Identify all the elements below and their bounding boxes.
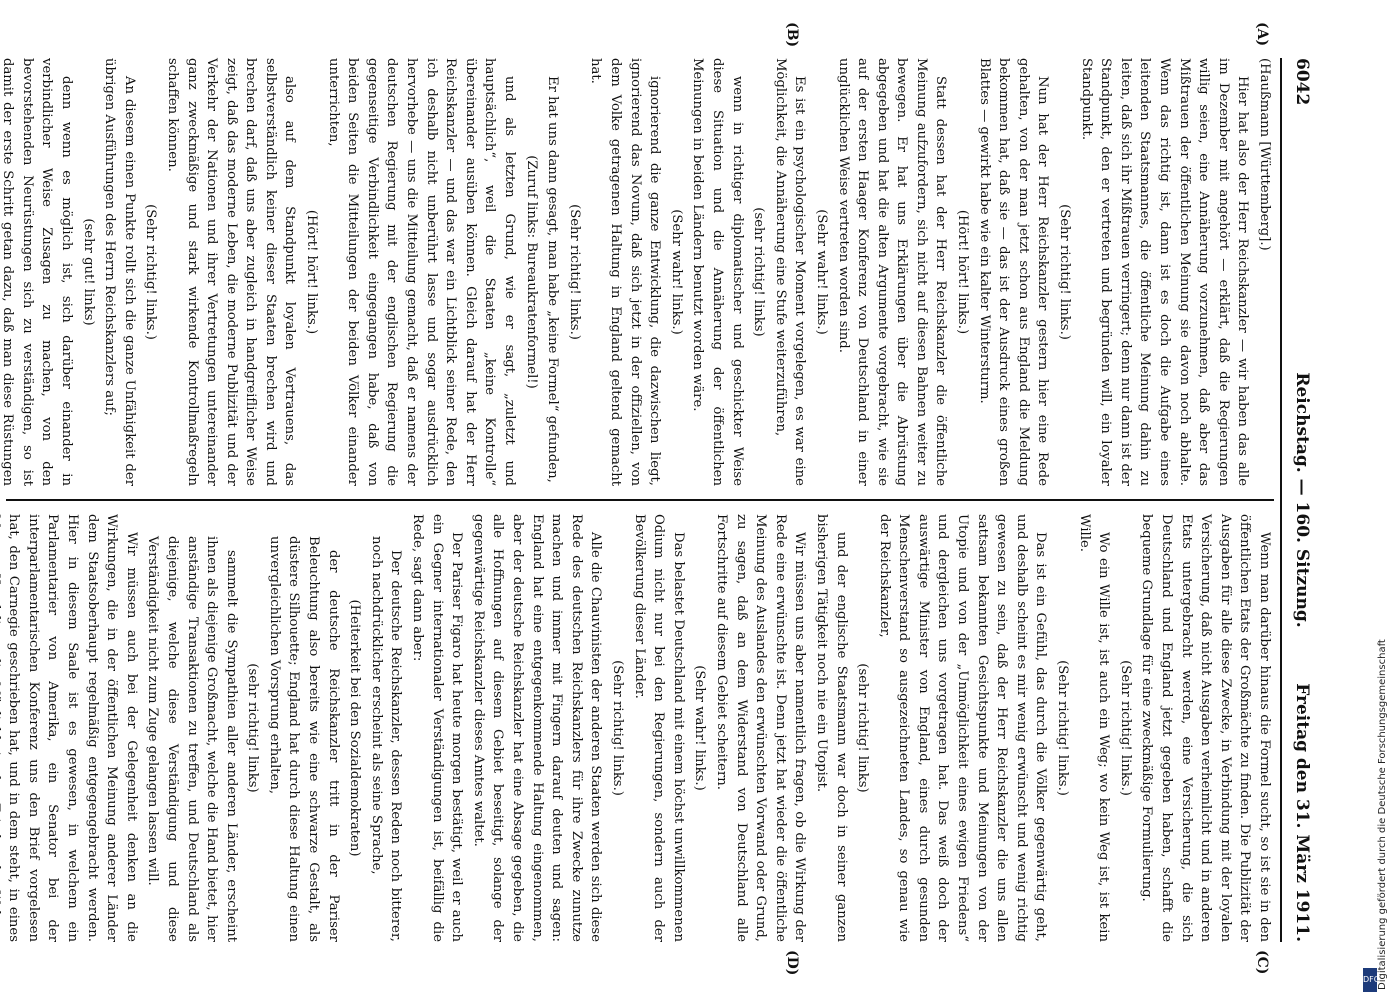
interjection: (Heiterkeit bei den Sozialdemokraten) [347,599,363,857]
right-column [6,514,1274,942]
paragraph: wenn in richtiger diplomatischer und geschickter Weise diese Situation und die Annäherung der öffentlichen Meinungen in beiden Ländern benutzt worden wäre. [690,58,745,486]
interjection: (Hört! hört! links.) [304,209,320,335]
interjection: (Sehr wahr! links.) [692,665,708,791]
interjection: (Sehr wahr! links.) [813,209,829,335]
interjection: (Sehr richtig! links.) [1057,204,1073,340]
paragraph: Der Pariser Figaro hat heute morgen bestätigt, weil er auch ein Gegner internationaler Verständigungen ist, beifällig die Rede, sagt dann aber: [410,514,465,942]
paragraph: Hier hat also der Herr Reichskanzler — wir haben das alle im Dezember mit angehört — erklärt, daß die Regierungen willig seien, eine Annäherung vorzunehmen, daß aber das Mißtrauen der öffentlichen Meinung sie davon noch abhalte. Wenn das richtig ist, dann ist es doch die Aufgabe eines leitenden Staatsmannes, die öffentliche Meinung dahin zu leiten, daß sich ihr Mißtrauen verringert; denn nur dann ist der Standpunkt, den er vertreten und begründen will, ein loyaler Standpunkt. [1078,58,1251,486]
paragraph: (Haußmann [Württemberg].) [1257,58,1272,251]
interjection: (Sehr richtig! links.) [143,204,159,340]
paragraph: Wir müssen uns aber namentlich fragen, ob die Wirkung der Rede eine erwünschte ist. Denn jetzt hat wieder die öffentliche Meinung des Auslandes den erwünschten Vorwand oder Grund, zu sagen, daß an dem Widerstand von Deutschland alle Fortschritte auf diesem Gebiet scheitern. [713,514,808,942]
interjection: (sehr richtig! links) [855,663,871,793]
credit-text: Digitalisierung gefördert durch die Deutsche Forschungsgemeinschaft [1377,639,1388,990]
interjection: (Sehr richtig! links.) [1117,660,1133,796]
interjection: (sehr gut! links) [80,218,96,326]
paragraph: Wo ein Wille ist, ist auch ein Weg; wo kein Weg ist, ist kein Wille. [1076,514,1112,942]
session-title: Reichstag. — 160. Sitzung. [1292,372,1312,628]
paragraph: und der englische Staatsmann war doch in seiner ganzen bisherigen Tätigkeit noch nie ein Utopist. [813,514,849,942]
interjection: (Sehr wahr! links.) [668,209,684,335]
paragraph: sammelt die Sympathien aller anderen Länder, erscheint ihnen als diejenige Großmacht, welche die Hand bietet, hier anständige Transaktionen zu treffen, und Deutschland als diejenige, welche diese Verständigung und diese Verständigkeit nicht zum Zuge gelangen lassen will. [145,536,239,942]
paragraph: der deutsche Reichskanzler tritt in der Pariser Beleuchtung also bereits wie eine schwarze Gestalt, als düstere Silhouette; England hat durch diese Haltung einen unvergleichlichen Vorsprung erhalten, [266,536,341,942]
page-header [1286,58,1312,942]
interjection: (Sehr richtig! links.) [566,204,582,340]
paragraph: Statt dessen hat der Herr Reichskanzler die öffentliche Meinung aufzufordern, sich nicht auf diesen Bahnen weiter zu bewegen. Er hat uns Erklärungen über die Abrüstung abgegeben und hat die alten Argumente vorgebracht, wie sie auf der ersten Haager Konferenz von Deutschland in einer unglücklichen Weise vertreten worden sind. [835,58,949,486]
left-column [0,58,1274,486]
session-date: Freitag den 31. März 1911. [1292,683,1312,942]
dfg-logo: DFG [1363,968,1377,992]
credit-footer [1362,610,1388,990]
paragraph: Nun hat der Herr Reichskanzler gestern hier eine Rede gehalten, von der man jetzt schon aus England die Meldung bekommen hat, daß sie — das ist der Ausdruck eines großen Blattes — gewirkt habe wie ein kalter Wintersturm. [976,58,1051,486]
paragraph: Das ist ein Gefühl, das durch die Völker gegenwärtig geht, und deshalb scheint es mir wenig erwünscht und wenig richtig gewesen zu sein, daß der Herr Reichskanzler die uns allen sattsam bekannten Gesichtspunkte und Meinungen von der Utopie und von der „Unmöglichkeit eines ewigen Friedens“ und dergleichen uns vorgetragen hat. Das weiß doch der auswärtige Minister von England, eines durch gesunden Menschenverstand so ausgezeichneten Landes, so genau wie der Reichskanzler, [876,514,1049,942]
paragraph: Wenn man darüber hinaus die Formel sucht, so ist sie in den öffentlichen Etats der Großmächte zu finden. Die Publizität der Ausgaben für alle diese Zwecke, in Verbindung mit der loyalen Versicherung, daß nicht Ausgaben verheimlicht und in anderen Etats untergebracht werden, eine Versicherung, die sich Deutschland und England jetzt gegeben haben, schafft die bequeme Grundlage für eine zweckmäßige Formulierung. [1139,514,1272,942]
paragraph: Der deutsche Reichskanzler, dessen Reden noch bitterer, noch nachdrücklicher erscheint als seine Sprache, [368,536,404,942]
interjection: (sehr richtig! links) [245,663,261,793]
interjection: (sehr richtig! links) [751,207,767,337]
header-rule [1280,58,1282,942]
paragraph: An diesem einen Punkte rollt sich die ganze Unfähigkeit der übrigen Ausführungen des Herrn Reichskanzlers auf; [102,58,137,486]
interjection: (Sehr richtig! links.) [1055,660,1071,796]
column-divider [6,499,1274,501]
paragraph: Alle die Chauvinisten der anderen Staaten werden sich diese Rede des deutschen Reichskanzlers für ihre Zwecke zunutze machen und immer mit Fingern darauf deuten und sagen: England hat eine entgegenkommende Haltung eingenommen, aber der deutsche Reichskanzler hat eine Absage gegeben, die alle Hoffnungen auf diesem Gebiet beseitigt, solange der gegenwärtige Reichskanzler dieses Amtes waltet. [470,514,604,942]
paragraph: also auf dem Standpunkt loyalen Vertrauens, das selbstverständlich keiner dieser Staaten brechen wird und brechen darf, daß uns aber zugleich in handgreiflicher Weise zeigt, daß das moderne Leben, die moderne Publizität und der Verkehr der Nationen und ihrer Vertretungen untereinander ganz zweckmäßige und stark wirkende Kontrollmaßregeln schaffen können. [164,58,298,486]
interjection: (Hört! hört! links.) [955,209,971,335]
paragraph: Wir müssen auch bei der Gelegenheit denken an die Wirkungen, die in der öffentlichen Meinung anderer Länder dem Staatsoberhaupt regelmäßig entgegengebracht werden. Hier in diesem Saale ist es gewesen, in welchem ein Parlamentarier von Amerika, ein Senator bei der interparlamentarischen Konferenz uns den Brief vorgelesen hat, den Carnegie geschrieben hat, und in dem steht, in eines [6,514,139,942]
paragraph: Das belastet Deutschland mit einem höchst unwillkommenen Odium nicht nur bei den Regierungen, sondern auch der Bevölkerung dieser Länder. [631,514,686,942]
margin-mark-a: (A) [1254,22,1270,47]
margin-mark-c: (C) [1254,950,1270,975]
paragraph: Er hat uns dann gesagt, man habe „keine Formel“ gefunden, [545,76,561,483]
paragraph: und als letzten Grund, wie er sagt, „zuletzt und hauptsächlich“, weil die Staaten „keine Kontrolle“ übereinander ausüben können. Gleich darauf hat der Herr Reichskanzler — und das war ein Lichtblick seiner Rede, den ich deshalb nicht unberührt lasse und sogar ausdrücklich hervorhebe — uns die Mitteilung gemacht, daß er namens der deutschen Regierung mit der englischen Regierung die gegenseitige Verbindlichkeit eingegangen habe, daß von beiden Seiten die Mitteilungen der beiden Völker einander unterrichten, [325,58,518,486]
paragraph: ignorierend die ganze Entwicklung, die dazwischen liegt, ignorierend das Novum, daß sich jetzt in der offiziellen, von dem Volke getragenen Haltung in England geltend gemacht hat. [588,58,663,486]
interjection: (Sehr richtig! links.) [610,660,625,796]
interjection: (Zuruf links: Bureaukratenformel!) [523,155,539,389]
paragraph: Es ist ein psychologischer Moment vorgelegen, es war eine Möglichkeit, die Annäherung eine Stufe weiterzuführen, [772,58,808,486]
margin-mark-d: (D) [784,950,800,976]
margin-mark-b: (B) [784,22,800,48]
paragraph: denn wenn es möglich ist, sich darüber einander in verbindlicher Weise Zusagen zu machen, von den bevorstehenden Neurüstungen sich zu verständigen, so ist damit der erste Schritt getan dazu, daß man diese Rüstungen [0,58,74,486]
page-number: 6042 [1292,58,1312,106]
